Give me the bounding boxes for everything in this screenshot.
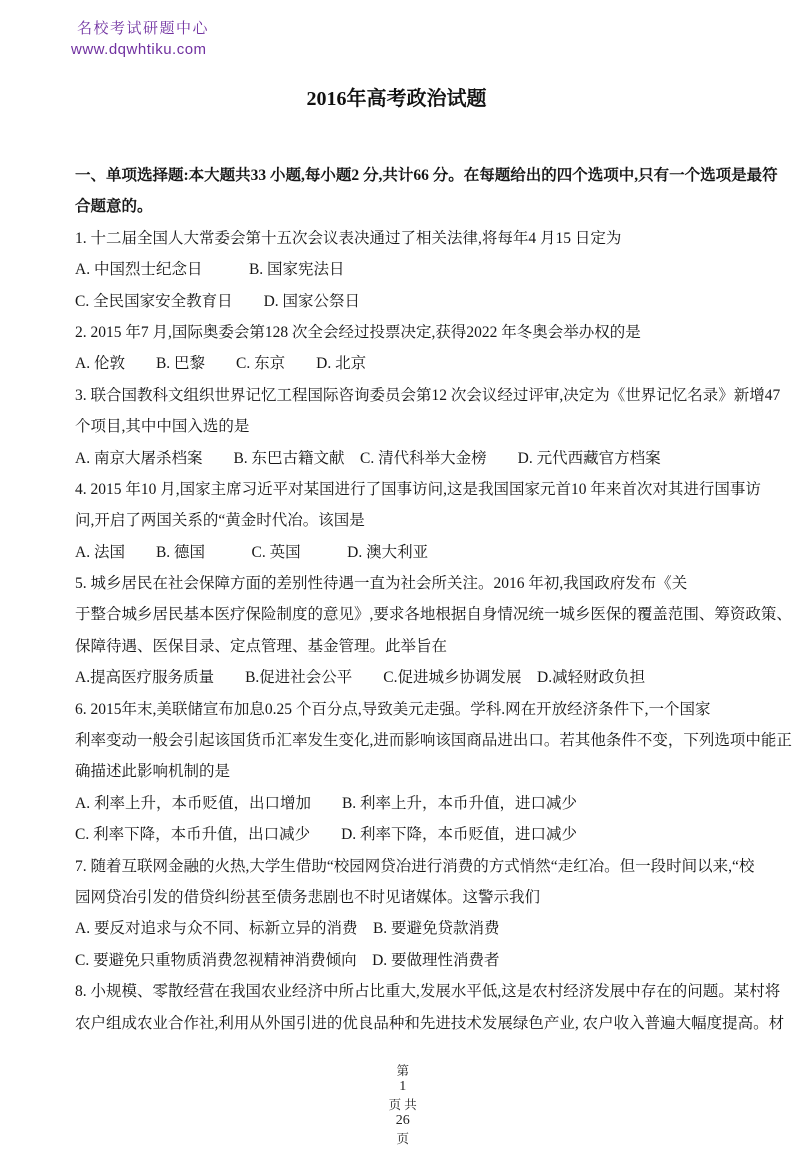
footer-middle: 页 共 xyxy=(388,1098,417,1112)
page-title: 2016年高考政治试题 xyxy=(306,88,487,110)
watermark-header xyxy=(71,18,209,60)
text-line: 3. 联合国教科文组织世界记忆工程国际咨询委员会第12 次会议经过评审,决定为《世界记忆名录》新增47 xyxy=(75,386,781,404)
text-line: 确描述此影响机制的是 xyxy=(75,763,231,781)
text-line: 园网贷冶引发的借贷纠纷甚至债务悲剧也不时见诸媒体。这警示我们 xyxy=(75,888,541,906)
page-footer xyxy=(0,1046,793,1162)
text-line: 利率变动一般会引起该国货币汇率发生变化,进而影响该国商品进出口。若其他条件不变，下列选项中能正 xyxy=(75,732,792,750)
text-line: C. 利率下降，本币升值，出口减少 D. 利率下降，本币贬值，进口减少 xyxy=(75,826,578,844)
footer-suffix: 页 xyxy=(396,1132,409,1146)
text-line: 5. 城乡居民在社会保障方面的差别性待遇一直为社会所关注。2016 年初,我国政府发布《关 xyxy=(75,575,688,593)
section-header xyxy=(75,160,778,223)
text-line: 4. 2015 年10 月,国家主席习近平对某国进行了国事访问,这是我国国家元首10 年来首次对其进行国事访 xyxy=(75,480,761,498)
text-line: 7. 随着互联网金融的火热,大学生借助“校园网贷冶进行消费的方式悄然“走红冶。但一段时间以来,“校 xyxy=(75,857,755,875)
text-line: C. 要避免只重物质消费忽视精神消费倾向 D. 要做理性消费者 xyxy=(75,951,500,969)
text-line: 个项目,其中中国入选的是 xyxy=(75,418,250,436)
current-page-number: 1 xyxy=(399,1079,407,1094)
text-line: 合题意的。 xyxy=(75,198,153,216)
total-page-number: 26 xyxy=(395,1113,410,1128)
text-line: 保障待遇、医保目录、定点管理、基金管理。此举旨在 xyxy=(75,637,448,655)
text-line: 农户组成农业合作社,利用从外国引进的优良品种和先进技术发展绿色产业, 农户收入普遍大幅度提高。材 xyxy=(75,1014,785,1032)
text-line: A. 中国烈士纪念日 B. 国家宪法日 xyxy=(75,261,345,279)
document-body xyxy=(75,160,792,1039)
site-name: 名校考试研题中心 xyxy=(77,20,210,37)
text-line: 一、单项选择题:本大题共33 小题,每小题2 分,共计66 分。在每题给出的四个选项中,只有一个选项是最符 xyxy=(75,167,778,184)
text-line: 8. 小规模、零散经营在我国农业经济中所占比重大,发展水平低,这是农村经济发展中存在的问题。某村将 xyxy=(75,983,781,1001)
text-line: 于整合城乡居民基本医疗保险制度的意见》,要求各地根据自身情况统一城乡医保的覆盖范围、筹资政策、 xyxy=(75,606,792,624)
question-list xyxy=(75,223,792,1039)
site-url: www.dqwhtiku.com xyxy=(71,41,207,58)
text-line: C. 全民国家安全教育日 D. 国家公祭日 xyxy=(75,292,361,310)
text-line: A. 利率上升，本币贬值，出口增加 B. 利率上升，本币升值，进口减少 xyxy=(75,794,578,812)
text-line: 6. 2015年末,美联储宣布加息0.25 个百分点,导致美元走强。学科.网在开放经济条件下,一个国家 xyxy=(75,700,711,718)
text-line: A.提高医疗服务质量 B.促进社会公平 C.促进城乡协调发展 D.减轻财政负担 xyxy=(75,669,646,687)
text-line: A. 南京大屠杀档案 B. 东巴古籍文献 C. 清代科举大金榜 D. 元代西藏官方档案 xyxy=(75,449,661,467)
text-line: 2. 2015 年7 月,国际奥委会第128 次全会经过投票决定,获得2022 年冬奥会举办权的是 xyxy=(75,323,641,341)
text-line: 1. 十二届全国人大常委会第十五次会议表决通过了相关法律,将每年4 月15 日定为 xyxy=(75,229,622,247)
footer-prefix: 第 xyxy=(396,1064,409,1078)
text-line: A. 要反对追求与众不同、标新立异的消费 B. 要避免贷款消费 xyxy=(75,920,500,938)
text-line: 问,开启了两国关系的“黄金时代冶。该国是 xyxy=(75,512,365,530)
text-line: A. 法国 B. 德国 C. 英国 D. 澳大利亚 xyxy=(75,543,429,561)
text-line: A. 伦敦 B. 巴黎 C. 东京 D. 北京 xyxy=(75,355,367,373)
